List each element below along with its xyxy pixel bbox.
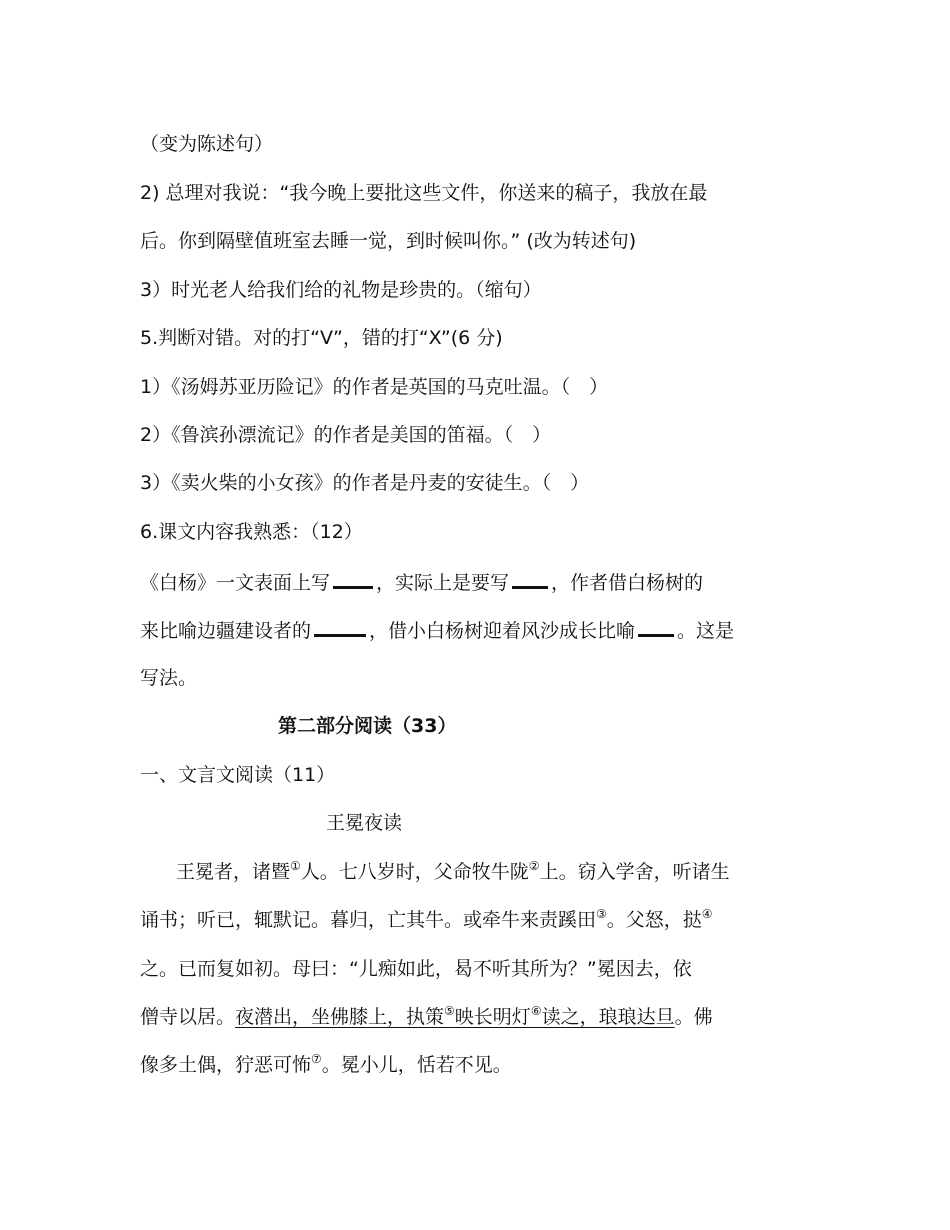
- story-line: 之。已而复如初。母曰：“儿痴如此，曷不听其所为？”冕因去，依: [140, 958, 692, 980]
- story-line: [140, 907, 820, 933]
- text-line: （变为陈述句）: [140, 133, 274, 155]
- text-segment: 夜潜出，坐佛膝上，执策: [235, 1006, 445, 1028]
- story-line: [140, 1004, 820, 1030]
- story-line: [140, 1052, 820, 1078]
- footnote-mark: ⑦: [311, 1052, 322, 1066]
- text-segment: ，作者借白杨树的: [551, 572, 704, 594]
- text-segment: ，实际上是要写: [376, 572, 510, 594]
- story-title: 王冕夜读: [326, 812, 403, 834]
- text-line: 后。你到隔壁值班室去睡一觉，到时候叫你。” (改为转述句): [140, 230, 637, 252]
- text-segment: 僧寺以居。: [140, 1006, 236, 1028]
- footnote-mark: ③: [596, 907, 607, 921]
- text-segment: 。佛: [674, 1006, 713, 1028]
- text-segment: 上。窃入学舍，听诸生: [539, 861, 730, 883]
- text-segment: 。父怒，挞: [606, 909, 702, 931]
- text-segment: 来比喻边疆建设者的: [140, 620, 312, 642]
- text-line: 3）《卖火柴的小女孩》的作者是丹麦的安徒生。（ ）: [140, 472, 590, 494]
- text-segment: 映长明灯: [454, 1006, 531, 1028]
- text-line: 3）时光老人给我们给的礼物是珍贵的。（缩句）: [140, 279, 542, 301]
- underlined-sentence: [235, 1006, 675, 1028]
- text-segment: 《白杨》一文表面上写: [140, 572, 331, 594]
- answer-blank[interactable]: [333, 568, 373, 589]
- question-heading: 5.判断对错。对的打“V”，错的打“X”(6 分): [140, 327, 503, 349]
- text-segment: 像多土偶，狞恶可怖: [140, 1054, 312, 1076]
- text-line: 1）《汤姆苏亚历险记》的作者是英国的马克吐温。（ ）: [140, 376, 609, 398]
- text-segment: 读之，琅琅达旦: [541, 1006, 675, 1028]
- section-heading: 一、文言文阅读（11）: [140, 764, 336, 786]
- text-segment: 诵书；听已，辄默记。暮归，亡其牛。或牵牛来责蹊田: [140, 909, 597, 931]
- text-segment: ，借小白杨树迎着风沙成长比喻: [369, 620, 636, 642]
- footnote-mark: ⑤: [444, 1004, 455, 1018]
- footnote-mark: ⑥: [530, 1004, 542, 1018]
- text-segment: 人。七八岁时，父命牧牛陇: [300, 861, 529, 883]
- fill-blank-line: [140, 568, 820, 596]
- part-title: 第二部分阅读（33）: [278, 715, 457, 737]
- question-heading: 6.课文内容我熟悉：（12）: [140, 521, 363, 543]
- footnote-mark: ④: [701, 907, 713, 921]
- answer-blank[interactable]: [512, 568, 548, 589]
- text-segment: 王冕者，诸暨: [176, 861, 291, 883]
- text-line: 写法。: [140, 667, 198, 689]
- text-line: 2）《鲁滨孙漂流记》的作者是美国的笛福。（ ）: [140, 424, 552, 446]
- answer-blank[interactable]: [638, 616, 674, 637]
- answer-blank[interactable]: [314, 616, 366, 637]
- text-segment: 。冕小儿，恬若不见。: [321, 1054, 512, 1076]
- fill-blank-line: [140, 616, 820, 644]
- story-line: [176, 859, 856, 885]
- text-segment: 。这是: [677, 620, 735, 642]
- text-line: 2) 总理对我说：“我今晚上要批这些文件，你送来的稿子，我放在最: [140, 182, 708, 204]
- footnote-mark: ②: [528, 859, 540, 873]
- footnote-mark: ①: [290, 859, 301, 873]
